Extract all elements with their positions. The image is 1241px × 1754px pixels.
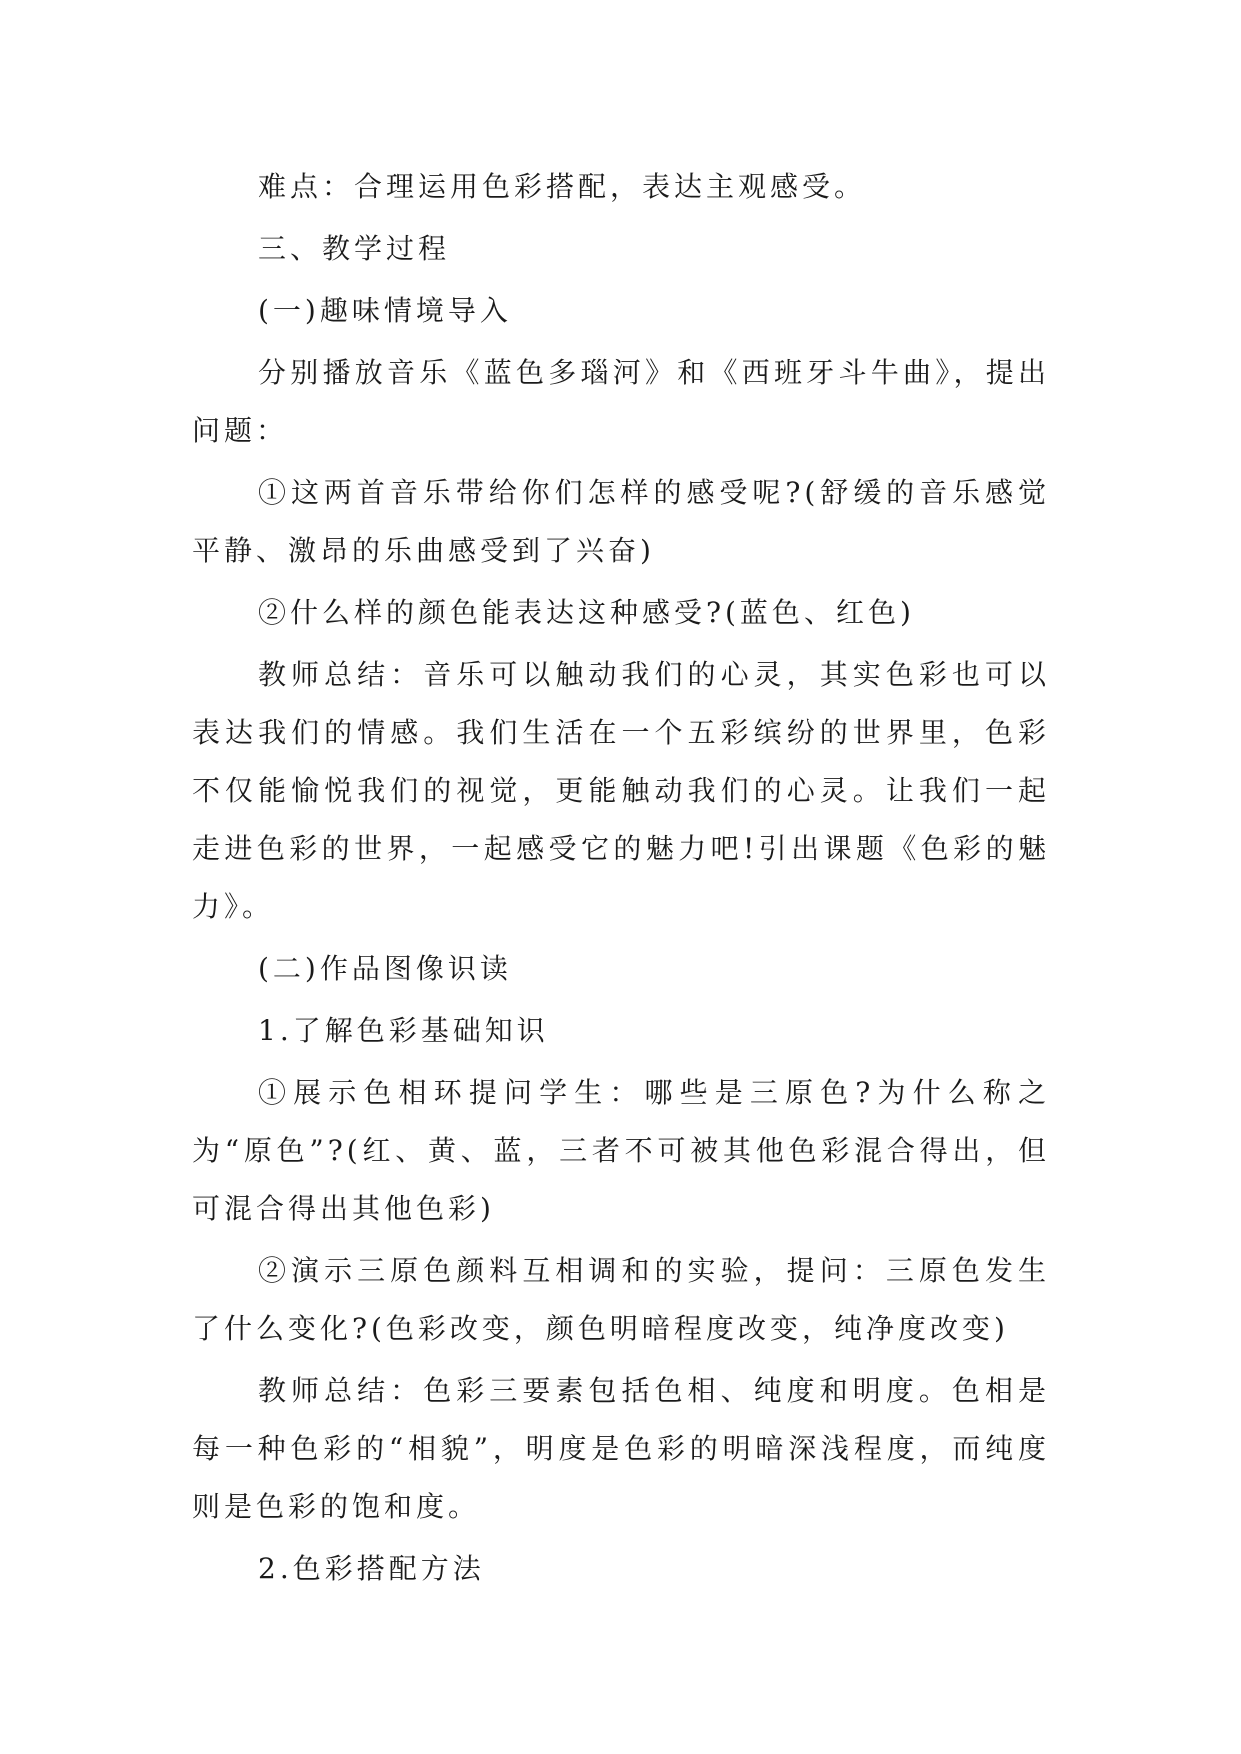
- paragraph-music-question: 分别播放音乐《蓝色多瑙河》和《西班牙斗牛曲》，提出问题：: [192, 356, 1050, 447]
- paragraph-question-2: ②什么样的颜色能表达这种感受?(蓝色、红色): [258, 596, 915, 629]
- paragraph-primary-mixing: ②演示三原色颜料互相调和的实验，提问：三原色发生了什么变化?(色彩改变，颜色明暗程度改变，纯净度改变): [192, 1254, 1050, 1345]
- paragraph-question-1: ①这两首音乐带给你们怎样的感受呢?(舒缓的音乐感觉平静、激昂的乐曲感受到了兴奋): [192, 476, 1050, 567]
- paragraph-difficulty: 难点：合理运用色彩搭配，表达主观感受。: [258, 170, 867, 203]
- subsection-heading-image-reading: (二)作品图像识读: [258, 952, 512, 985]
- paragraph-teacher-summary-2: 教师总结：色彩三要素包括色相、纯度和明度。色相是每一种色彩的“相貌”，明度是色彩的明暗深浅程度，而纯度则是色彩的饱和度。: [192, 1374, 1050, 1523]
- section-heading-teaching-process: 三、教学过程: [258, 232, 451, 265]
- list-heading-color-matching: 2.色彩搭配方法: [258, 1552, 485, 1585]
- document-page: [192, 158, 1050, 1602]
- list-heading-color-basics: 1.了解色彩基础知识: [258, 1014, 549, 1047]
- paragraph-teacher-summary-1: 教师总结：音乐可以触动我们的心灵，其实色彩也可以表达我们的情感。我们生活在一个五彩缤纷的世界里，色彩不仅能愉悦我们的视觉，更能触动我们的心灵。让我们一起走进色彩的世界，一起感受它的魅力吧!引出课题《色彩的魅力》。: [192, 658, 1050, 923]
- paragraph-color-wheel: ①展示色相环提问学生：哪些是三原色?为什么称之为“原色”?(红、黄、蓝，三者不可被其他色彩混合得出，但可混合得出其他色彩): [192, 1076, 1050, 1225]
- subsection-heading-introduction: (一)趣味情境导入: [258, 294, 512, 327]
